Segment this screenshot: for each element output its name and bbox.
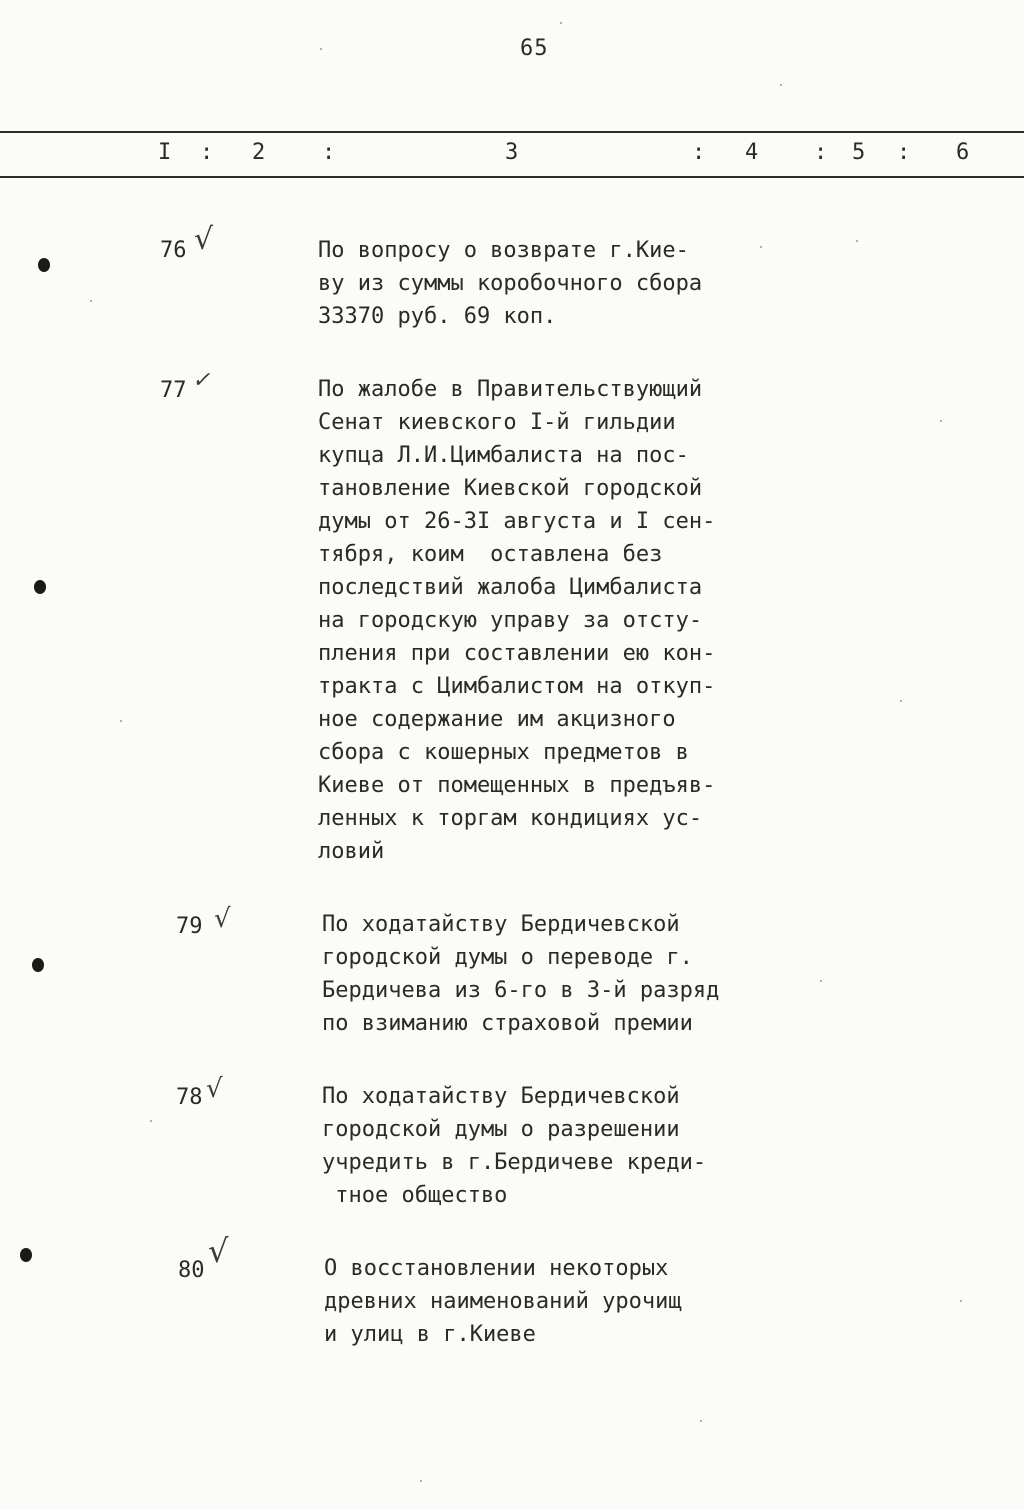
text-line: тября, коим оставлена без [318,542,663,567]
text-line: думы от 26-3I августа и I сен- [318,509,716,534]
text-line: По ходатайству Бердичевской [322,1084,680,1109]
paper-speck [120,720,122,722]
checkmark-icon: ✓ [192,368,211,393]
entry-text [318,234,748,333]
text-line: учредить в г.Бердичеве креди- [322,1150,707,1175]
text-line: Бердичева из 6-го в 3-й разряд [322,978,720,1003]
text-line: По ходатайству Бердичевской [322,912,680,937]
text-line: По вопросу о возврате г.Кие- [318,238,689,263]
paper-speck [900,700,902,702]
page-number: 65 [520,36,549,61]
paper-speck [90,300,92,302]
paper-speck [150,1120,152,1122]
text-line: по взиманию страховой премии [322,1011,693,1036]
text-line: ное содержание им акцизного [318,707,676,732]
paper-speck [960,1300,962,1302]
text-line: древних наименований урочищ [324,1289,682,1314]
entry-text [318,373,748,868]
column-header-6: 6 [956,140,970,165]
header-rule-bottom [0,176,1024,178]
text-line: 33370 руб. 69 коп. [318,304,557,329]
text-line: ленных к торгам кондициях ус- [318,806,703,831]
entry-text [324,1252,754,1351]
text-line: ву из суммы коробочного сбора [318,271,703,296]
paper-speck [560,22,562,24]
header-rule-top [0,131,1024,133]
column-separator: : [897,140,911,165]
text-line: последствий жалоба Цимбалиста [318,575,703,600]
text-line: тракта с Цимбалистом на откуп- [318,674,716,699]
entry-text [322,1080,752,1212]
checkmark-icon: √ [206,1074,223,1104]
text-line: городской думы о разрешении [322,1117,680,1142]
column-separator: : [814,140,828,165]
text-line: на городскую управу за отсту- [318,608,703,633]
column-separator: : [692,140,706,165]
punch-hole [20,1248,32,1262]
text-line: пления при составлении ею кон- [318,641,716,666]
column-header-3: 3 [505,140,519,165]
paper-speck [780,84,782,86]
punch-hole [34,580,46,594]
text-line: сбора с кошерных предметов в [318,740,689,765]
paper-speck [320,48,322,50]
text-line: ловий [318,839,385,864]
paper-speck [856,240,858,242]
text-line: Киеве от помещенных в предъяв- [318,773,716,798]
text-line: и улиц в г.Киеве [324,1322,536,1347]
punch-hole [38,258,50,272]
column-separator: : [322,140,336,165]
text-line: городской думы о переводе г. [322,945,693,970]
text-line: Сенат киевского I-й гильдии [318,410,676,435]
entry-text [322,908,752,1040]
entry-number: 79 [176,914,203,939]
text-line: тное общество [322,1183,508,1208]
checkmark-icon: √ [194,222,214,257]
text-line: По жалобе в Правительствующий [318,377,703,402]
entry-number: 80 [178,1258,205,1283]
text-line: купца Л.И.Цимбалиста на пос- [318,443,689,468]
paper-speck [820,980,822,982]
text-line: О восстановлении некоторых [324,1256,669,1281]
punch-hole [32,958,44,972]
column-separator: : [200,140,214,165]
text-line: тановление Киевской городской [318,476,703,501]
paper-speck [420,1480,422,1482]
checkmark-icon: √ [208,1232,229,1270]
entry-number: 78 [176,1085,203,1110]
column-header-1: I [158,140,172,165]
paper-speck [760,246,762,248]
paper-speck [700,1420,702,1422]
column-header-4: 4 [745,140,759,165]
entry-number: 77 [160,378,187,403]
paper-speck [940,420,942,422]
column-header-2: 2 [252,140,266,165]
column-header-5: 5 [852,140,866,165]
checkmark-icon: √ [214,904,231,934]
entry-number: 76 [160,238,187,263]
